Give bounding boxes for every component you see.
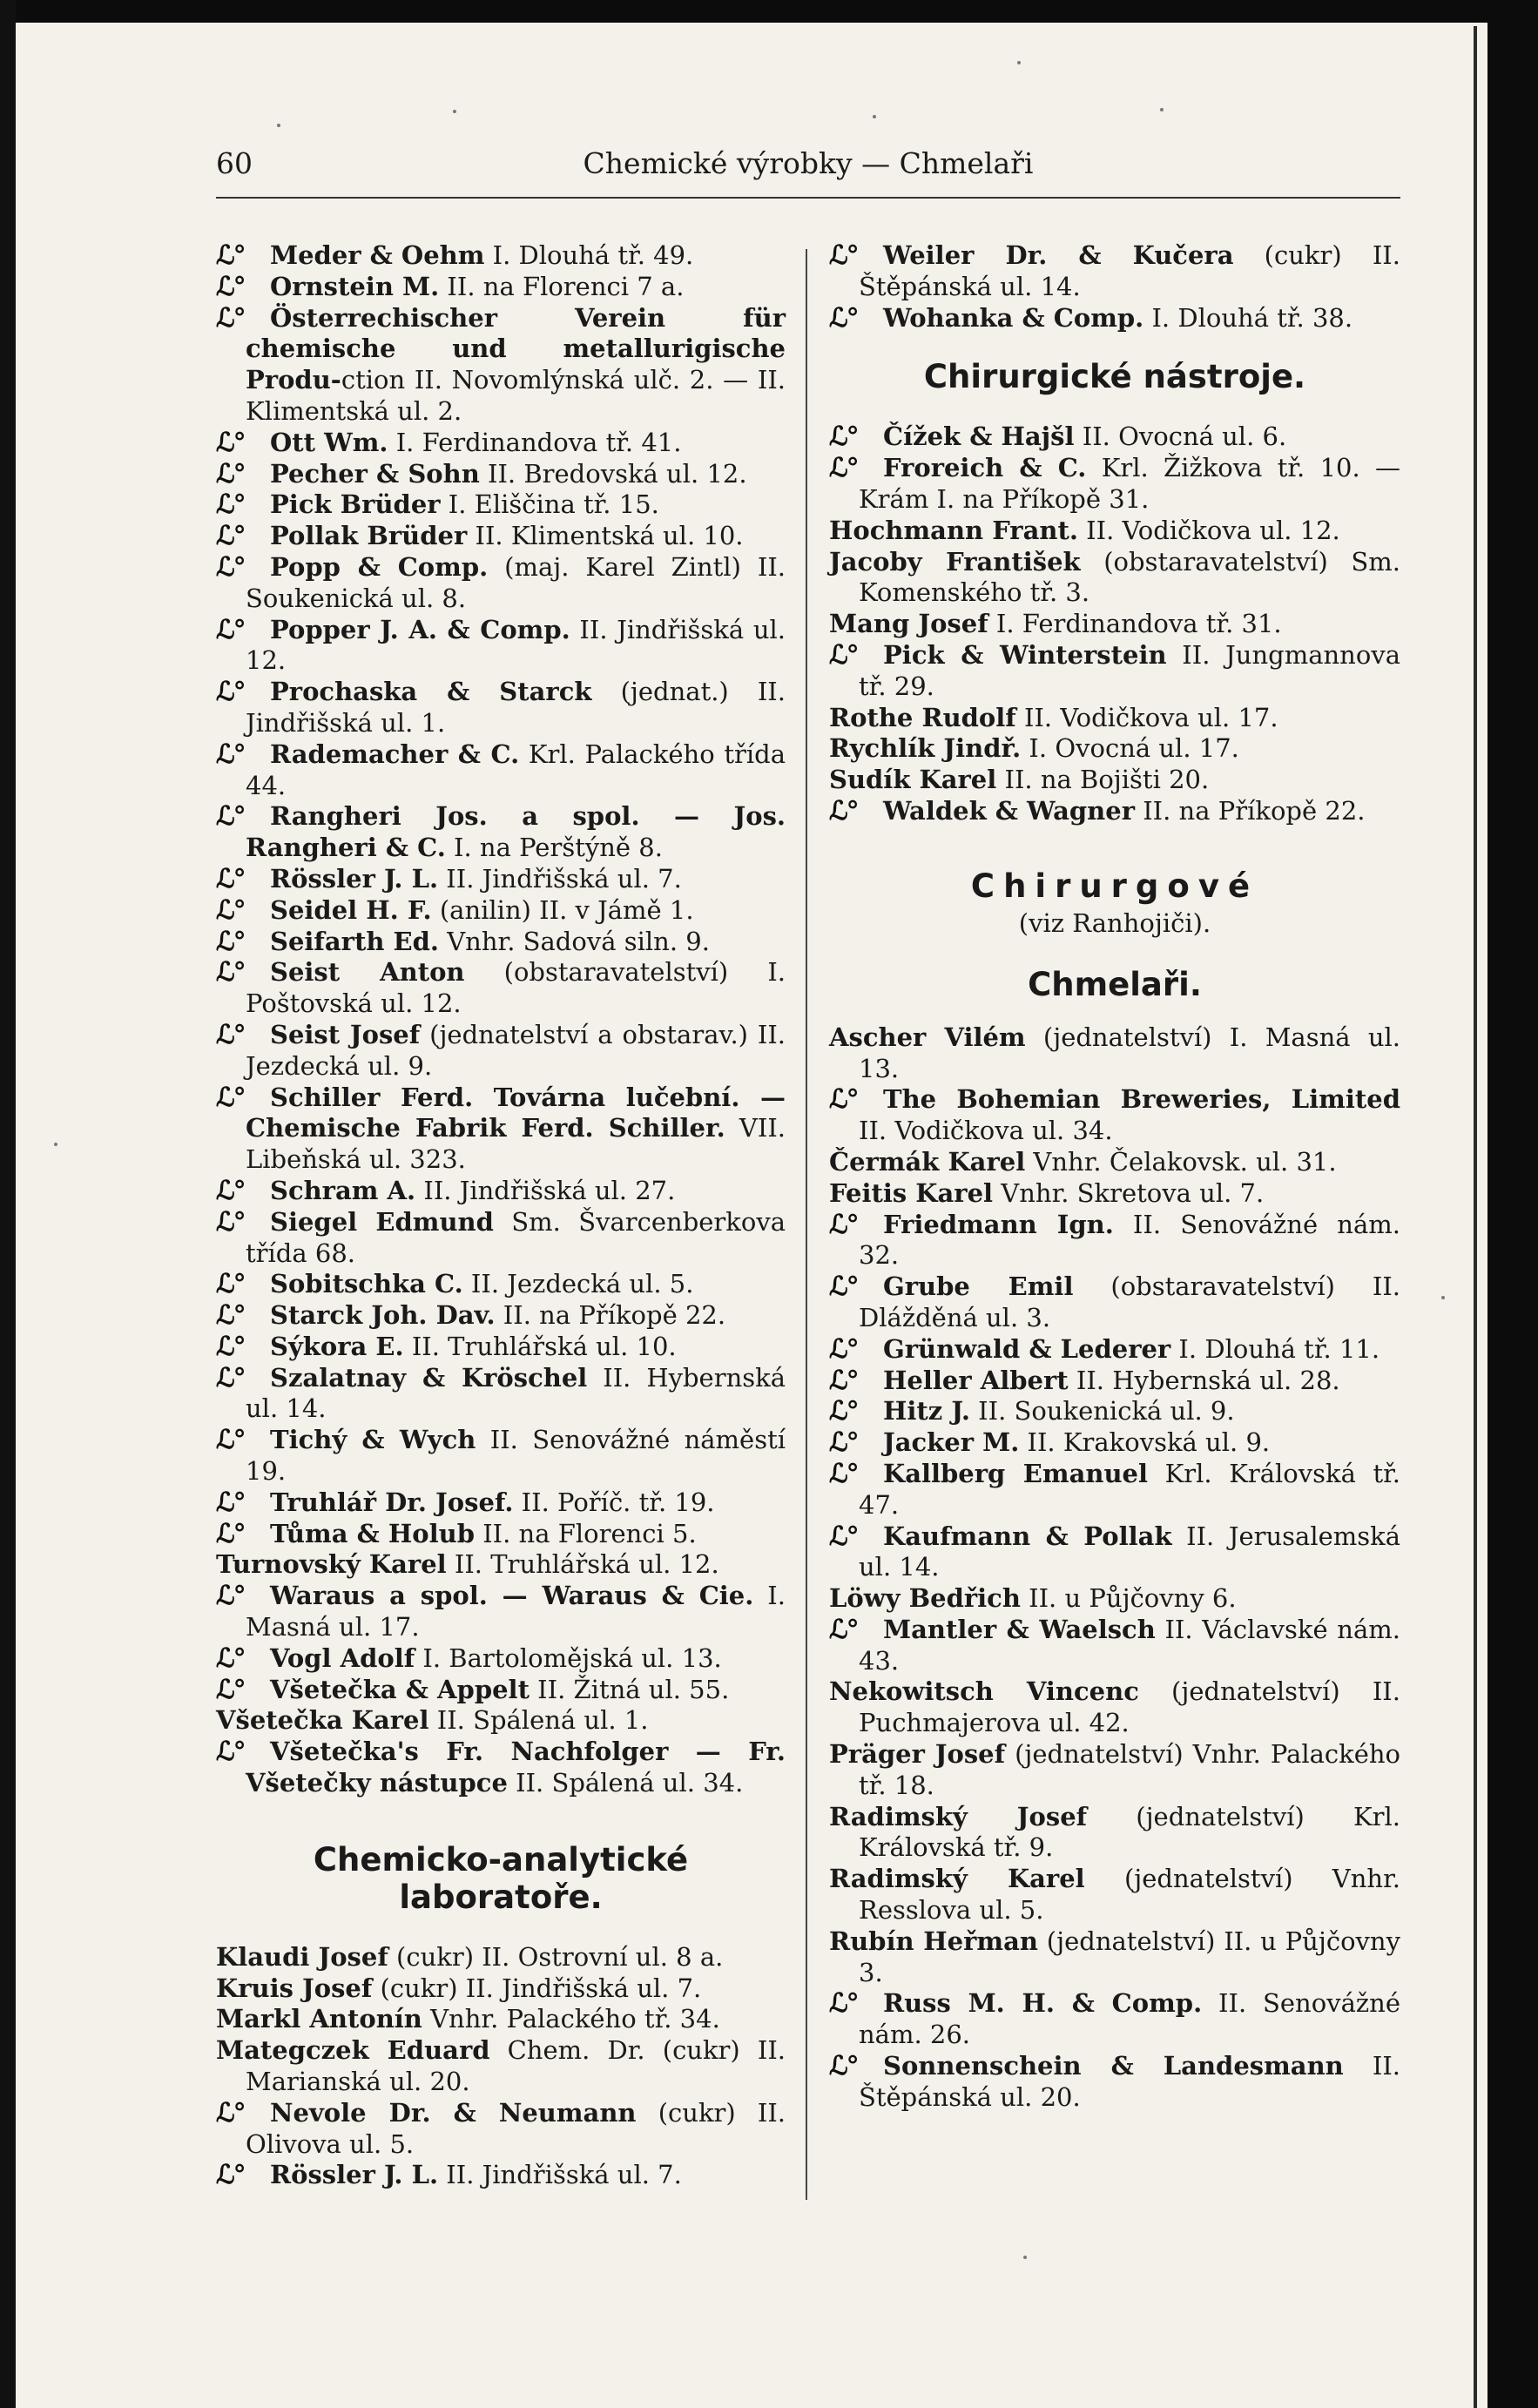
directory-entry: [216, 1487, 786, 1519]
telephone-mark-icon: ℒ°: [829, 240, 858, 271]
directory-entry: [216, 957, 786, 1020]
entry-address: II. Truhlářská ul. 10.: [403, 1331, 677, 1361]
entry-name: Ornstein M.: [270, 271, 440, 301]
telephone-mark-icon: ℒ°: [829, 302, 858, 334]
entry-name: Čížek & Hajšl: [883, 422, 1075, 452]
directory-entry: [829, 1802, 1400, 1865]
entry-name: Waldek & Wagner: [883, 795, 1135, 826]
entry-name: Friedmann Ign.: [883, 1209, 1114, 1239]
entry-address: II. Bredovská ul. 12.: [479, 458, 747, 489]
telephone-mark-icon: ℒ°: [216, 894, 245, 926]
entry-address: (cukr) II. Jindřišská ul. 7.: [372, 1973, 702, 2003]
entry-name: Seidel H. F.: [270, 894, 432, 925]
entry-address: II. u Půjčovny 6.: [1020, 1583, 1237, 1614]
telephone-mark-icon: ℒ°: [829, 1333, 858, 1365]
directory-entry: [829, 1366, 1400, 1397]
entry-address: I. Bartolomějská ul. 13.: [415, 1642, 722, 1673]
telephone-mark-icon: ℒ°: [829, 1365, 858, 1396]
telephone-mark-icon: ℒ°: [216, 2160, 245, 2191]
entry-address: II. Jungmannova tř. 29.: [859, 639, 1400, 701]
directory-entry: [829, 303, 1400, 334]
entry-name: Sýkora E.: [270, 1331, 404, 1361]
telephone-mark-icon: ℒ°: [216, 489, 245, 521]
telephone-mark-icon: ℒ°: [829, 422, 858, 453]
directory-entry: [829, 1084, 1400, 1147]
telephone-mark-icon: ℒ°: [216, 863, 245, 894]
entry-name: Löwy Bedřich: [829, 1583, 1021, 1614]
entry-name: Truhlář Dr. Josef.: [270, 1487, 514, 1517]
paper-speck: [453, 110, 456, 113]
directory-entry: [216, 1737, 786, 1799]
entry-address: II. Spálená ul. 1.: [428, 1705, 649, 1736]
entry-address: II. Ovocná ul. 6.: [1074, 422, 1287, 452]
entry-name: Tůma & Holub: [270, 1518, 475, 1548]
entry-name: Ott Wm.: [270, 427, 388, 457]
entry-name: Kaufmann & Pollak: [883, 1521, 1172, 1551]
directory-entry: [216, 864, 786, 895]
directory-entry: [216, 1176, 786, 1207]
entry-address: (cukr) II. Olivova ul. 5.: [246, 2097, 786, 2159]
entry-address: II. Vodičkova ul. 12.: [1077, 515, 1340, 545]
entry-name: Schram A.: [270, 1175, 416, 1205]
directory-entry: [829, 1864, 1400, 1926]
directory-entry: [216, 2160, 786, 2191]
directory-entry: [829, 422, 1400, 453]
entry-address: Krl. Žižkova tř. 10. — Krám I. na Příkopě 31.: [859, 453, 1400, 514]
column-divider: [806, 249, 807, 2200]
entry-address: I. Masná ul. 17.: [246, 1581, 786, 1642]
telephone-mark-icon: ℒ°: [216, 801, 245, 833]
directory-entry: [216, 1207, 786, 1270]
directory-entry: [216, 459, 786, 490]
directory-entry: [829, 453, 1400, 516]
entry-name: Radimský Josef: [829, 1801, 1088, 1831]
entry-address: Vnhr. Skretova ul. 7.: [993, 1177, 1265, 1208]
telephone-mark-icon: ℒ°: [829, 1427, 858, 1459]
hop-merchants-list: [829, 1022, 1400, 2114]
entry-address: Krl. Palackého třída 44.: [246, 739, 786, 800]
header-rule: [216, 197, 1400, 199]
telephone-mark-icon: ℒ°: [216, 1487, 245, 1518]
entry-address: II. Štěpánská ul. 20.: [859, 2051, 1400, 2112]
entry-address: I. Ferdinandova tř. 41.: [388, 427, 682, 457]
telephone-mark-icon: ℒ°: [829, 1209, 858, 1240]
entry-address: I. Ferdinandova tř. 31.: [988, 609, 1282, 639]
surgeons-cross-reference: (viz Ranhojiči).: [1018, 907, 1211, 938]
entry-name: Weiler Dr. & Kučera: [883, 240, 1234, 270]
directory-entry: [216, 1942, 786, 1973]
entry-name: Všetečka & Appelt: [270, 1674, 530, 1704]
telephone-mark-icon: ℒ°: [216, 1518, 245, 1549]
entry-name: Sudík Karel: [829, 765, 997, 795]
entry-name: Seist Josef: [270, 1019, 421, 1049]
telephone-mark-icon: ℒ°: [216, 427, 245, 458]
entry-name: Čermák Karel: [829, 1146, 1026, 1177]
entry-address: (anilin) II. v Jámě 1.: [431, 894, 694, 925]
telephone-mark-icon: ℒ°: [829, 1458, 858, 1489]
telephone-mark-icon: ℒ°: [829, 795, 858, 826]
section-title-surgeons: Chirurgové: [970, 867, 1259, 905]
entry-address: Vnhr. Sadová siln. 9.: [439, 926, 710, 956]
entry-name: Nekowitsch Vincenc: [829, 1676, 1139, 1707]
telephone-mark-icon: ℒ°: [216, 1331, 245, 1362]
directory-entry: [216, 739, 786, 802]
entry-address: II. Václavské nám. 43.: [859, 1614, 1400, 1676]
entry-name: Ascher Vilém: [829, 1022, 1026, 1052]
paper-speck: [277, 124, 280, 127]
telephone-mark-icon: ℒ°: [829, 1084, 858, 1116]
directory-entry: [216, 801, 786, 864]
entry-name: Pick & Winterstein: [883, 639, 1167, 670]
telephone-mark-icon: ℒ°: [216, 614, 245, 645]
telephone-mark-icon: ℒ°: [829, 1614, 858, 1645]
entry-address: II. Krakovská ul. 9.: [1019, 1427, 1271, 1458]
entry-address: II. Senovážné nám. 32.: [859, 1209, 1400, 1271]
section-title-hop-merchants: Chmelaři.: [1028, 965, 1202, 1003]
entry-name: Siegel Edmund: [270, 1206, 494, 1237]
entry-address: II. Jindřišská ul. 7.: [438, 863, 682, 894]
telephone-mark-icon: ℒ°: [216, 1206, 245, 1238]
directory-entry: [216, 521, 786, 552]
entry-address: Krl. Královská tř. 47.: [859, 1458, 1401, 1520]
entry-address: I. Dlouhá tř. 38.: [1143, 302, 1353, 333]
chemical-products-continued-list: [829, 240, 1400, 334]
telephone-mark-icon: ℒ°: [216, 1300, 245, 1332]
entry-address: II. Truhlářská ul. 12.: [446, 1549, 719, 1580]
entry-name: Jacoby František: [829, 546, 1081, 577]
scan-border-left: [0, 0, 16, 2408]
entry-name: Mategczek Eduard: [216, 2035, 490, 2066]
entry-name: Všetečka's Fr. Nachfolger — Fr. Všetečky nástupce: [246, 1737, 786, 1798]
directory-entry: [216, 1332, 786, 1363]
entry-address: Vnhr. Palackého tř. 34.: [422, 2004, 720, 2034]
telephone-mark-icon: ℒ°: [216, 521, 245, 552]
entry-name: The Bohemian Breweries, Limited: [883, 1084, 1400, 1115]
telephone-mark-icon: ℒ°: [216, 1362, 245, 1393]
directory-entry: [829, 1210, 1400, 1272]
entry-address: II. Senovážné náměstí 19.: [246, 1425, 786, 1487]
telephone-mark-icon: ℒ°: [216, 2097, 245, 2128]
entry-address: II. Jerusalemská ul. 14.: [859, 1521, 1400, 1582]
entry-address: (jednat.) II. Jindřišská ul. 1.: [246, 677, 786, 738]
directory-entry: [829, 609, 1400, 640]
entry-address: ction II. Novomlýnská ulč. 2. — II. Klimentská ul. 2.: [246, 365, 786, 426]
directory-entry: [829, 1739, 1400, 1802]
entry-name: Heller Albert: [883, 1365, 1069, 1395]
entry-name: Rubín Heřman: [829, 1926, 1038, 1956]
entry-name: Meder & Oehm: [270, 240, 485, 270]
telephone-mark-icon: ℒ°: [829, 1271, 858, 1303]
entry-name: Kallberg Emanuel: [883, 1458, 1148, 1488]
entry-name: Mantler & Waelsch: [883, 1614, 1156, 1644]
entry-address: I. Dlouhá tř. 49.: [484, 240, 694, 270]
entry-name: Pecher & Sohn: [270, 458, 480, 489]
surgical-instruments-list: [829, 422, 1400, 826]
telephone-mark-icon: ℒ°: [216, 1082, 245, 1113]
paper-speck: [1017, 61, 1021, 64]
directory-entry: [829, 1521, 1400, 1584]
running-title: Chemické výrobky — Chmelaři: [583, 146, 1034, 180]
directory-entry: [216, 677, 786, 739]
directory-entry: [829, 640, 1400, 703]
directory-entry: [829, 2051, 1400, 2114]
directory-entry: [829, 765, 1400, 796]
directory-entry: [829, 1427, 1400, 1459]
entry-address: II. Žitná ul. 55.: [529, 1674, 730, 1704]
entry-name: Froreich & C.: [883, 453, 1087, 483]
entry-address: (jednatelství a obstarav.) II. Jezdecká ul. 9.: [246, 1019, 786, 1081]
section-title-chemical-labs: Chemicko-analytické laboratoře.: [313, 1840, 689, 1916]
entry-address: (obstaravatelství) II. Dlážděná ul. 3.: [859, 1271, 1400, 1332]
entry-name: Vogl Adolf: [270, 1642, 415, 1673]
telephone-mark-icon: ℒ°: [216, 458, 245, 489]
entry-name: Grube Emil: [883, 1271, 1074, 1302]
entry-address: I. Ovocná ul. 17.: [1021, 733, 1239, 764]
entry-address: II. Jindřišská ul. 27.: [415, 1175, 676, 1205]
entry-address: II. na Příkopě 22.: [1134, 795, 1366, 826]
entry-address: II. Jindřišská ul. 7.: [438, 2160, 682, 2190]
entry-address: (jednatelství) Krl. Královská tř. 9.: [859, 1801, 1400, 1863]
entry-address: (jednatelství) I. Masná ul. 13.: [859, 1022, 1400, 1083]
entry-address: (jednatelství) II. u Půjčovny 3.: [859, 1926, 1400, 1987]
entry-address: II. na Bojišti 20.: [996, 765, 1210, 795]
entry-address: II. Senovážné nám. 26.: [859, 1988, 1400, 2050]
directory-entry: [216, 1973, 786, 2005]
page-header: [216, 146, 1400, 190]
entry-name: Klaudi Josef: [216, 1941, 388, 1972]
entry-address: (jednatelství) Vnhr. Palackého tř. 18.: [859, 1739, 1401, 1800]
entry-address: Sm. Švarcenberkova třída 68.: [246, 1206, 786, 1268]
entry-name: Kruis Josef: [216, 1973, 373, 2003]
directory-entry: [216, 615, 786, 678]
telephone-mark-icon: ℒ°: [829, 453, 858, 484]
telephone-mark-icon: ℒ°: [829, 1396, 858, 1427]
entry-address: (obstaravatelství) Sm. Komenského tř. 3.: [859, 546, 1400, 608]
telephone-mark-icon: ℒ°: [216, 271, 245, 302]
entry-address: Chem. Dr. (cukr) II. Marianská ul. 20.: [246, 2035, 786, 2097]
page-gutter-line: [1474, 26, 1477, 2408]
directory-entry: [829, 516, 1400, 547]
entry-name: Tichý & Wych: [270, 1425, 476, 1455]
entry-address: II. Jindřišská ul. 12.: [246, 614, 786, 676]
paper-speck: [873, 115, 876, 118]
paper-speck: [1160, 108, 1164, 111]
telephone-mark-icon: ℒ°: [829, 2051, 858, 2082]
entry-name: Sobitschka C.: [270, 1269, 463, 1299]
entry-address: (jednatelství) II. Puchmajerova ul. 42.: [859, 1676, 1400, 1738]
directory-entry: [216, 240, 786, 272]
entry-name: Grünwald & Lederer: [883, 1333, 1171, 1364]
left-column: [216, 240, 786, 2191]
directory-entry: [216, 428, 786, 459]
entry-address: II. Hybernská ul. 28.: [1068, 1365, 1340, 1395]
entry-name: Hitz J.: [883, 1396, 970, 1427]
entry-address: II. na Florenci 5.: [474, 1518, 697, 1548]
page-number: 60: [216, 146, 253, 180]
entry-address: (cukr) II. Ostrovní ul. 8 a.: [388, 1941, 724, 1972]
telephone-mark-icon: ℒ°: [216, 1581, 245, 1612]
entry-name: Rössler J. L.: [270, 2160, 439, 2190]
entry-address: (cukr) II. Štěpánská ul. 14.: [859, 240, 1400, 301]
entry-address: (jednatelství) Vnhr. Resslova ul. 5.: [859, 1864, 1400, 1926]
entry-name: Starck Joh. Dav.: [270, 1300, 496, 1331]
entry-address: II. Vodičkova ul. 34.: [859, 1116, 1113, 1146]
directory-entry: [829, 547, 1400, 610]
directory-entry: [829, 1583, 1400, 1615]
directory-entry: [829, 1459, 1400, 1521]
entry-address: VII. Libeňská ul. 323.: [246, 1113, 786, 1175]
directory-entry: [216, 927, 786, 958]
entry-address: II. na Florenci 7 a.: [439, 271, 685, 301]
entry-name: Rothe Rudolf: [829, 702, 1016, 732]
right-column: [829, 240, 1400, 2114]
telephone-mark-icon: ℒ°: [216, 677, 245, 708]
entry-name: Mang Josef: [829, 609, 988, 639]
directory-entry: [216, 1020, 786, 1083]
directory-entry: [216, 1269, 786, 1300]
directory-entry: [829, 1178, 1400, 1210]
paper-speck: [1023, 2256, 1027, 2259]
telephone-mark-icon: ℒ°: [216, 739, 245, 770]
entry-name: Rangheri Jos. a spol. — Jos. Rangheri & C.: [246, 801, 786, 863]
telephone-mark-icon: ℒ°: [216, 926, 245, 957]
entry-name: Wohanka & Comp.: [883, 302, 1144, 333]
telephone-mark-icon: ℒ°: [216, 1737, 245, 1768]
entry-address: (obstaravatelství) I. Poštovská ul. 12.: [246, 957, 786, 1019]
entry-name: Waraus a spol. — Waraus & Cie.: [270, 1581, 754, 1611]
telephone-mark-icon: ℒ°: [216, 1019, 245, 1050]
directory-entry: [829, 1926, 1400, 1989]
telephone-mark-icon: ℒ°: [216, 1425, 245, 1456]
entry-name: Seifarth Ed.: [270, 926, 440, 956]
entry-name: Szalatnay & Kröschel: [270, 1362, 588, 1393]
entry-address: Vnhr. Čelakovsk. ul. 31.: [1025, 1146, 1337, 1177]
directory-entry: [216, 895, 786, 927]
telephone-mark-icon: ℒ°: [216, 1674, 245, 1705]
entry-name: Seist Anton: [270, 957, 465, 988]
telephone-mark-icon: ℒ°: [216, 240, 245, 271]
directory-entry: [829, 733, 1400, 765]
entry-address: II. na Příkopě 22.: [495, 1300, 726, 1331]
paper-speck: [1441, 1296, 1445, 1299]
entry-name: Schiller Ferd. Továrna lučební. — Chemische Fabrik Ferd. Schiller.: [246, 1082, 786, 1143]
entry-name: Österrechischer Verein für chemische und metallurigische Produ-: [246, 302, 786, 395]
directory-entry: [216, 303, 786, 428]
directory-entry: [829, 1615, 1400, 1677]
entry-address: II. Vodičkova ul. 17.: [1015, 702, 1278, 732]
directory-entry: [216, 1300, 786, 1332]
entry-name: Feitis Karel: [829, 1177, 994, 1208]
telephone-mark-icon: ℒ°: [829, 639, 858, 671]
entry-name: Präger Josef: [829, 1739, 1006, 1770]
chemical-labs-list: [216, 1942, 786, 2191]
entry-name: Rössler J. L.: [270, 863, 439, 894]
directory-entry: [216, 1363, 786, 1426]
scan-border-right: [1487, 0, 1538, 2408]
entry-address: II. Poříč. tř. 19.: [513, 1487, 715, 1517]
entry-name: Pick Brüder: [270, 489, 441, 520]
directory-entry: [829, 1022, 1400, 1085]
entry-name: Markl Antonín: [216, 2004, 422, 2034]
directory-entry: [829, 1147, 1400, 1178]
entry-address: II. Klimentská ul. 10.: [467, 521, 744, 551]
entry-address: I. Dlouhá tř. 11.: [1170, 1333, 1380, 1364]
entry-name: Prochaska & Starck: [270, 677, 592, 707]
directory-entry: [216, 1083, 786, 1176]
directory-entry: [216, 552, 786, 615]
directory-entry: [829, 1396, 1400, 1427]
telephone-mark-icon: ℒ°: [216, 1269, 245, 1300]
entry-name: Rychlík Jindř.: [829, 733, 1022, 764]
telephone-mark-icon: ℒ°: [216, 551, 245, 583]
entry-address: (maj. Karel Zintl) II. Soukenická ul. 8.: [246, 551, 786, 613]
entry-address: II. Hybernská ul. 14.: [246, 1362, 786, 1424]
directory-entry: [829, 240, 1400, 303]
entry-address: II. Soukenická ul. 9.: [969, 1396, 1235, 1427]
telephone-mark-icon: ℒ°: [829, 1988, 858, 2020]
section-title-surgical-instruments: Chirurgické nástroje.: [923, 358, 1306, 396]
directory-entry: [829, 1271, 1400, 1334]
entry-name: Popp & Comp.: [270, 551, 489, 582]
entry-name: Jacker M.: [883, 1427, 1020, 1458]
telephone-mark-icon: ℒ°: [216, 1642, 245, 1674]
directory-entry: [216, 2035, 786, 2098]
entry-name: Všetečka Karel: [216, 1705, 429, 1736]
directory-entry: [216, 2098, 786, 2161]
entry-name: Sonnenschein & Landesmann: [883, 2051, 1344, 2081]
directory-entry: [216, 1643, 786, 1675]
directory-entry: [216, 1549, 786, 1581]
entry-name: Radimský Karel: [829, 1864, 1085, 1894]
entry-address: II. Spálená ul. 34.: [507, 1768, 744, 1798]
entry-address: I. Eliščina tř. 15.: [440, 489, 659, 520]
scan-border-top: [0, 0, 1538, 23]
entry-name: Rademacher & C.: [270, 739, 520, 769]
directory-entry: [829, 1334, 1400, 1366]
directory-entry: [216, 1705, 786, 1737]
directory-entry: [216, 1675, 786, 1706]
entry-name: Russ M. H. & Comp.: [883, 1988, 1203, 2019]
directory-entry: [216, 2004, 786, 2035]
entry-name: Pollak Brüder: [270, 521, 468, 551]
telephone-mark-icon: ℒ°: [829, 1521, 858, 1552]
telephone-mark-icon: ℒ°: [216, 302, 245, 334]
entry-name: Nevole Dr. & Neumann: [270, 2097, 637, 2128]
directory-entry: [216, 1519, 786, 1550]
entry-name: Hochmann Frant.: [829, 515, 1078, 545]
entry-address: I. na Perštýně 8.: [445, 833, 663, 863]
entry-address: II. Jezdecká ul. 5.: [462, 1269, 694, 1299]
directory-entry: [216, 272, 786, 303]
directory-entry: [216, 1581, 786, 1643]
directory-entry: [216, 1425, 786, 1487]
telephone-mark-icon: ℒ°: [216, 1175, 245, 1206]
directory-entry: [829, 1676, 1400, 1739]
directory-entry: [216, 489, 786, 521]
chemical-products-list: [216, 240, 786, 1799]
directory-entry: [829, 1988, 1400, 2051]
paper-speck: [54, 1143, 57, 1146]
entry-name: Popper J. A. & Comp.: [270, 614, 570, 644]
directory-entry: [829, 796, 1400, 827]
entry-name: Turnovský Karel: [216, 1549, 447, 1580]
telephone-mark-icon: ℒ°: [216, 957, 245, 988]
directory-entry: [829, 703, 1400, 734]
